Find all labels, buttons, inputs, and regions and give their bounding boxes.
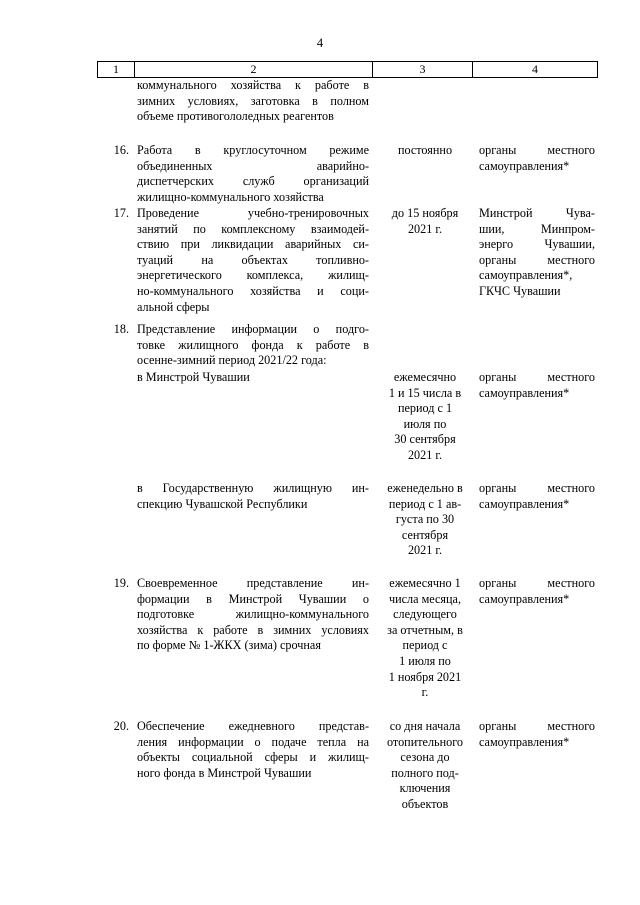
row-description — [137, 322, 369, 369]
row-number: 20. — [113, 719, 129, 733]
exec-line: органы местного — [479, 370, 595, 384]
exec-line: самоуправления* — [479, 385, 570, 400]
term-line: полного под- — [391, 765, 459, 780]
term-line: за отчетным, в — [387, 622, 463, 637]
text-line: Работа в круглосуточном режиме — [137, 143, 369, 157]
row-term — [379, 206, 471, 237]
term-line: 1 ноября 2021 — [388, 669, 462, 684]
text-line: Проведение учебно-тренировочных — [137, 206, 369, 220]
exec-line: органы местного — [479, 143, 595, 157]
term-line: отопительного — [386, 734, 464, 749]
term-line: июля по — [403, 416, 447, 431]
text-line: туаций на объектах топливно- — [137, 252, 369, 267]
text-line: объединенных аварийно- — [137, 158, 369, 173]
text-line: Представление информации о подго- — [137, 322, 369, 336]
text-line: но-коммунального хозяйства и соци- — [137, 283, 369, 298]
text-line: подготовке жилищно-коммунального — [137, 607, 369, 622]
term-line: 2021 г. — [407, 221, 443, 236]
row-number: 19. — [113, 576, 129, 590]
text-line: Своевременное представление ин- — [137, 576, 369, 590]
text-line: объеме противогололедных реагентов — [137, 109, 334, 124]
text-line: Обеспечение ежедневного представ- — [137, 719, 369, 733]
exec-line: органы местного — [479, 252, 595, 267]
text-line: занятий по комплексному взаимодей- — [137, 221, 369, 236]
row-description — [137, 206, 369, 315]
term-line: ключения — [399, 781, 451, 796]
exec-line: самоуправления* — [479, 158, 570, 173]
text-line: зимних условиях, заготовка в полном — [137, 93, 369, 108]
term-line: следующего — [393, 607, 457, 622]
text-line: альной сферы — [137, 299, 210, 314]
text-line: объекты социальной сферы и жилищ- — [137, 750, 369, 765]
row-term — [379, 370, 471, 464]
table-header — [97, 61, 598, 78]
term-line: густа по 30 — [395, 512, 455, 527]
row-executor — [479, 370, 595, 401]
exec-line: органы местного — [479, 481, 595, 495]
text-line: формации в Минстрой Чувашии о — [137, 591, 369, 606]
term-line: сезона до — [400, 750, 450, 765]
row-description — [137, 576, 369, 654]
text-line: товке жилищного фонда к работе в — [137, 337, 369, 352]
row-term — [379, 143, 471, 159]
exec-line: самоуправления*, — [479, 268, 573, 283]
term-line: сентября — [401, 527, 449, 542]
exec-line: самоуправления* — [479, 734, 570, 749]
row-executor — [479, 143, 595, 174]
header-col-1: 1 — [113, 62, 119, 76]
text-line: по форме № 1-ЖКХ (зима) срочная — [137, 638, 321, 653]
row-executor — [479, 481, 595, 512]
continuation-text — [137, 78, 369, 125]
header-col-4: 4 — [532, 62, 538, 76]
exec-line: органы местного — [479, 576, 595, 590]
term-line: 2021 г. — [407, 447, 443, 462]
term-line: еженедельно в — [387, 481, 463, 495]
row-executor — [479, 576, 595, 607]
term-line: 1 июля по — [399, 653, 451, 668]
row-term — [379, 576, 471, 701]
text-line: в Минстрой Чувашии — [137, 370, 250, 384]
term-line: ежемесячно — [393, 370, 457, 384]
text-line: жилищно-коммунального хозяйства — [137, 189, 324, 204]
text-line: осенне-зимний период 2021/22 года: — [137, 353, 327, 368]
term-line: 30 сентября — [394, 432, 456, 447]
text-line: диспетчерских служб организаций — [137, 174, 369, 189]
term-line: постоянно — [397, 143, 453, 157]
term-line: объектов — [401, 796, 449, 811]
header-col-2: 2 — [250, 62, 257, 76]
row-number: 18. — [113, 322, 129, 336]
exec-line: шии, Минпром- — [479, 221, 595, 236]
row-term — [379, 481, 471, 559]
term-line: период с 1 ав- — [388, 496, 462, 511]
header-col-3: 3 — [419, 62, 426, 76]
term-line: период с — [402, 638, 448, 653]
exec-line: органы местного — [479, 719, 595, 733]
row-description — [137, 370, 369, 386]
exec-line: самоуправления* — [479, 496, 570, 511]
term-line: 1 и 15 числа в — [388, 385, 462, 400]
page-number: 4 — [316, 36, 324, 50]
term-line: со дня начала — [389, 719, 461, 733]
exec-line: самоуправления* — [479, 591, 570, 606]
term-line: 2021 г. — [407, 543, 443, 558]
exec-line: энерго Чувашии, — [479, 237, 595, 252]
term-line: ежемесячно 1 — [389, 576, 461, 590]
term-line: числа месяца, — [388, 591, 462, 606]
term-line: до 15 ноября — [391, 206, 459, 220]
row-description — [137, 481, 369, 512]
exec-line: ГКЧС Чувашии — [479, 283, 561, 298]
row-executor — [479, 719, 595, 750]
row-description — [137, 719, 369, 781]
row-number: 16. — [113, 143, 129, 157]
term-line: г. — [421, 685, 429, 700]
exec-line: Минстрой Чува- — [479, 206, 595, 220]
text-line: энергетического комплекса, жилищ- — [137, 268, 369, 283]
row-number: 17. — [113, 206, 129, 220]
text-line: спекцию Чувашской Республики — [137, 496, 308, 511]
text-line: ного фонда в Минстрой Чувашии — [137, 765, 312, 780]
text-line: хозяйства к работе в зимних условиях — [137, 622, 369, 637]
text-line: ления информации о подаче тепла на — [137, 734, 369, 749]
term-line: период с 1 — [397, 401, 453, 416]
text-line: ствию при ликвидации аварийных си- — [137, 237, 369, 252]
text-line: в Государственную жилищную ин- — [137, 481, 369, 495]
row-term — [379, 719, 471, 813]
row-description — [137, 143, 369, 205]
row-executor — [479, 206, 595, 300]
text-line: коммунального хозяйства к работе в — [137, 78, 369, 92]
